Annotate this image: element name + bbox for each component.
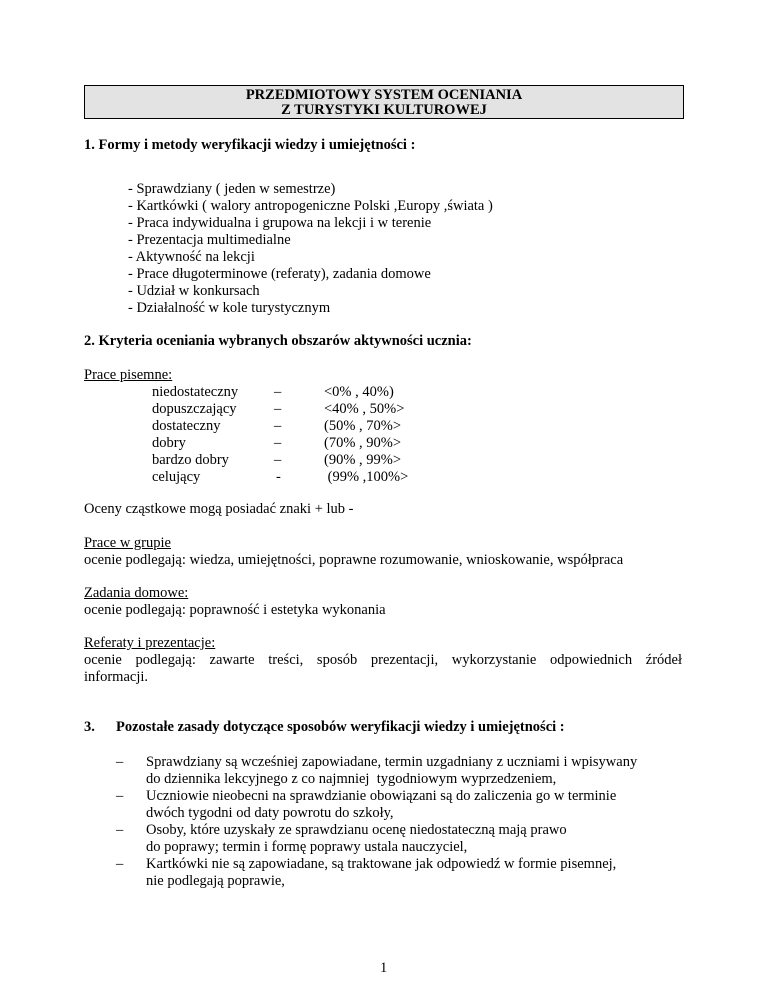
homework-label: Zadania domowe:	[84, 585, 189, 601]
group-work-label: Prace w grupie	[84, 535, 171, 551]
grade-name: dostateczny	[152, 418, 221, 434]
list-item: - Aktywność na lekcji	[128, 249, 255, 265]
list-item: - Praca indywidualna i grupowa na lekcji i w terenie	[128, 215, 432, 231]
list-item: - Działalność w kole turystycznym	[128, 300, 331, 316]
rule-item-line-2: do dziennika lekcyjnego z co najmniej tygodniowym wyprzedzeniem,	[146, 771, 557, 787]
grade-name: niedostateczny	[152, 384, 239, 400]
rule-item-line-2: dwóch tygodni od daty powrotu do szkoły,	[146, 805, 394, 821]
group-work-text: ocenie podlegają: wiedza, umiejętności, poprawne rozumowanie, wnioskowanie, współpraca	[84, 552, 624, 568]
bullet: –	[116, 822, 124, 838]
grade-range: (90% , 99%>	[324, 452, 402, 468]
grade-name: dopuszczający	[152, 401, 237, 417]
rule-item-line-1: Osoby, które uzyskały ze sprawdzianu ocenę niedostateczną mają prawo	[146, 822, 567, 838]
rule-item-line-2: nie podlegają poprawie,	[146, 873, 285, 889]
grade-range: <40% , 50%>	[324, 401, 405, 417]
section-1-heading: 1. Formy i metody weryfikacji wiedzy i umiejętności :	[84, 137, 416, 153]
grade-separator: –	[274, 384, 282, 400]
grade-separator: –	[274, 401, 282, 417]
rule-item-line-1: Kartkówki nie są zapowiadane, są traktowane jak odpowiedź w formie pisemnej,	[146, 856, 617, 872]
grade-range: (99% ,100%>	[324, 469, 409, 485]
list-item: - Sprawdziany ( jeden w semestrze)	[128, 181, 336, 197]
rule-item-line-2: do poprawy; termin i formę poprawy ustala nauczyciel,	[146, 839, 468, 855]
partial-grades-note: Oceny cząstkowe mogą posiadać znaki + lub -	[84, 501, 354, 517]
grade-name: bardzo dobry	[152, 452, 229, 468]
reports-label: Referaty i prezentacje:	[84, 635, 216, 651]
grade-separator: -	[276, 469, 281, 485]
grade-separator: –	[274, 418, 282, 434]
list-item: - Udział w konkursach	[128, 283, 260, 299]
grade-separator: –	[274, 452, 282, 468]
bullet: –	[116, 788, 124, 804]
title-box	[84, 85, 684, 119]
rule-item-line-1: Sprawdziany są wcześniej zapowiadane, termin uzgadniany z uczniami i wpisywany	[146, 754, 638, 770]
title-line-1: PRZEDMIOTOWY SYSTEM OCENIANIA	[245, 87, 523, 103]
grade-name: celujący	[152, 469, 201, 485]
grade-range: <0% , 40%)	[324, 384, 394, 400]
rule-item-line-1: Uczniowie nieobecni na sprawdzianie obowiązani są do zaliczenia go w terminie	[146, 788, 617, 804]
reports-text-line-1: ocenie podlegają: zawarte treści, sposób prezentacji, wykorzystanie odpowiednich źródeł	[84, 652, 682, 668]
grade-range: (70% , 90%>	[324, 435, 402, 451]
grade-name: dobry	[152, 435, 186, 451]
section-2-heading: 2. Kryteria oceniania wybranych obszarów aktywności ucznia:	[84, 333, 472, 349]
reports-text-line-2: informacji.	[84, 669, 149, 685]
grade-range: (50% , 70%>	[324, 418, 402, 434]
homework-text: ocenie podlegają: poprawność i estetyka wykonania	[84, 602, 386, 618]
bullet: –	[116, 754, 124, 770]
grade-separator: –	[274, 435, 282, 451]
page-number: 1	[380, 960, 388, 976]
list-item: - Prezentacja multimedialne	[128, 232, 291, 248]
section-3-number: 3.	[84, 719, 95, 735]
list-item: - Kartkówki ( walory antropogeniczne Polski ,Europy ,świata )	[128, 198, 493, 214]
written-work-label: Prace pisemne:	[84, 367, 173, 383]
bullet: –	[116, 856, 124, 872]
title-line-2: Z TURYSTYKI KULTUROWEJ	[281, 102, 487, 118]
section-3-heading: Pozostałe zasady dotyczące sposobów weryfikacji wiedzy i umiejętności :	[116, 719, 565, 735]
list-item: - Prace długoterminowe (referaty), zadania domowe	[128, 266, 431, 282]
